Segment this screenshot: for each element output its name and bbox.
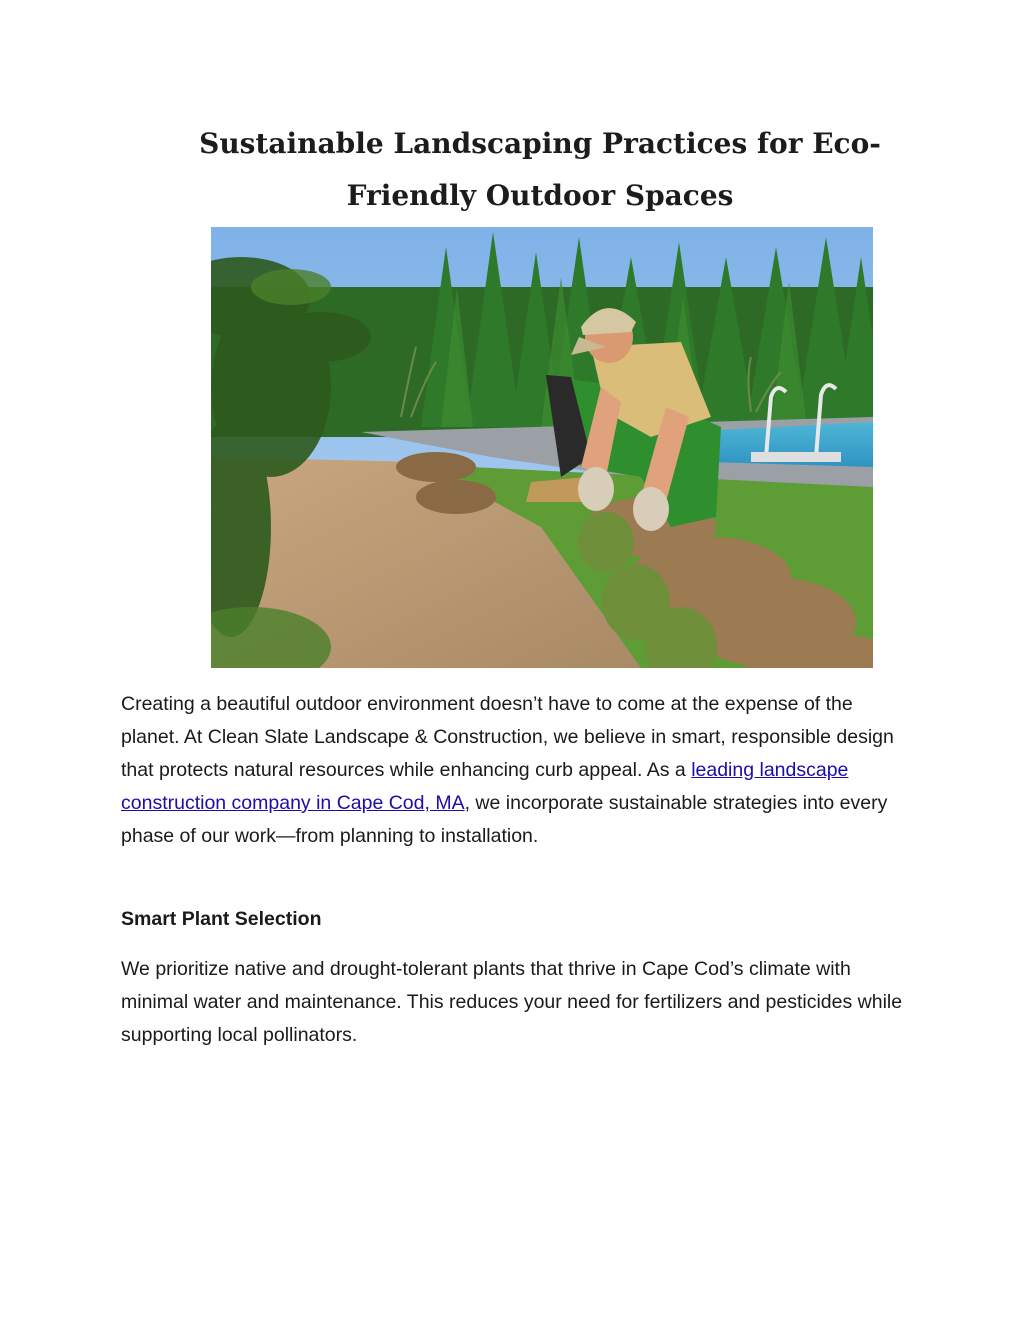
- intro-text-after-link: , we incorporate sustainable strategies into every phase of our work—from planning to installation.: [121, 792, 888, 847]
- document-title: Sustainable Landscaping Practices for Eco-Friendly Outdoor Spaces: [199, 127, 881, 212]
- landscape-company-link[interactable]: leading landscape construction company in Cape Cod, MA: [121, 759, 849, 814]
- intro-paragraph: [121, 688, 911, 853]
- section-paragraph: We prioritize native and drought-tolerant plants that thrive in Cape Cod’s climate with minimal water and maintenance. This reduces your need for fertilizers and pesticides while supporting local pollinators.: [121, 958, 903, 1046]
- hero-image: [211, 227, 873, 668]
- section-heading: Smart Plant Selection: [121, 908, 322, 930]
- intro-text-before-link: Creating a beautiful outdoor environment doesn’t have to come at the expense of the planet. At Clean Slate Landscape & Construction, we believe in smart, responsible design that protects natural resources while enhancing curb appeal. As a: [121, 693, 894, 781]
